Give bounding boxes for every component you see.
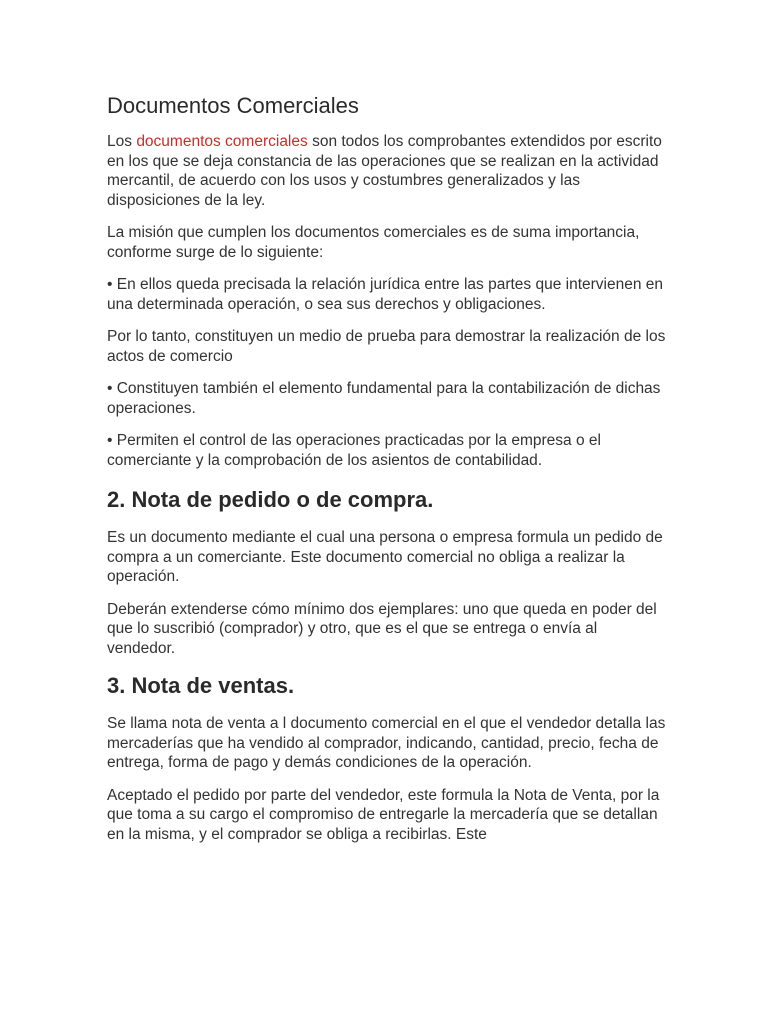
paragraph-nota-pedido-definicion: Es un documento mediante el cual una persona o empresa formula un pedido de compra a un comerciante. Este documento comercial no obliga a realizar la operación. [107, 529, 663, 585]
paragraph-nota-venta-definicion: Se llama nota de venta a l documento comercial en el que el vendedor detalla las mercaderías que ha vendido al comprador, indicando, cantidad, precio, fecha de entrega, forma de pago y demás condiciones de la operación. [107, 715, 666, 771]
paragraph-mision: La misión que cumplen los documentos comerciales es de suma importancia, conforme surge de lo siguiente: [107, 224, 640, 261]
bullet-relacion-juridica: • En ellos queda precisada la relación jurídica entre las partes que intervienen en una determinada operación, o sea sus derechos y obligaciones. [107, 276, 664, 313]
paragraph-nota-venta-aceptado: Aceptado el pedido por parte del vendedor, este formula la Nota de Venta, por la que toma a su cargo el compromiso de entregarle la mercadería que se detallan en la misma, y el comprador se obliga a recibirlas. Este [107, 786, 660, 843]
bullet-control: • Permiten el control de las operaciones practicadas por la empresa o el comerciante y la comprobación de los asientos de contabilidad. [107, 432, 601, 469]
intro-paragraph [107, 132, 667, 210]
paragraph-medio-prueba: Por lo tanto, constituyen un medio de prueba para demostrar la realización de los actos de comercio [107, 328, 666, 365]
bullet-contabilizacion: • Constituyen también el elemento fundamental para la contabilización de dichas operaciones. [107, 380, 661, 417]
section-heading-nota-pedido: 2. Nota de pedido o de compra. [107, 487, 434, 512]
document-page [107, 91, 667, 857]
section-heading-nota-ventas: 3. Nota de ventas. [107, 673, 295, 698]
paragraph-nota-pedido-ejemplares: Deberán extenderse cómo mínimo dos ejemplares: uno que queda en poder del que lo suscribió (comprador) y otro, que es el que se entrega o envía al vendedor. [107, 600, 657, 657]
page-title: Documentos Comerciales [107, 93, 359, 118]
intro-suffix: son todos los comprobantes extendidos por escrito en los que se deja constancia de las operaciones que se realizan en la actividad mercantil, de acuerdo con los usos y costumbres generalizados y las disposiciones de la ley. [107, 133, 662, 209]
intro-prefix: Los [107, 133, 137, 150]
documentos-comerciales-link[interactable]: documentos comerciales [136, 133, 308, 150]
